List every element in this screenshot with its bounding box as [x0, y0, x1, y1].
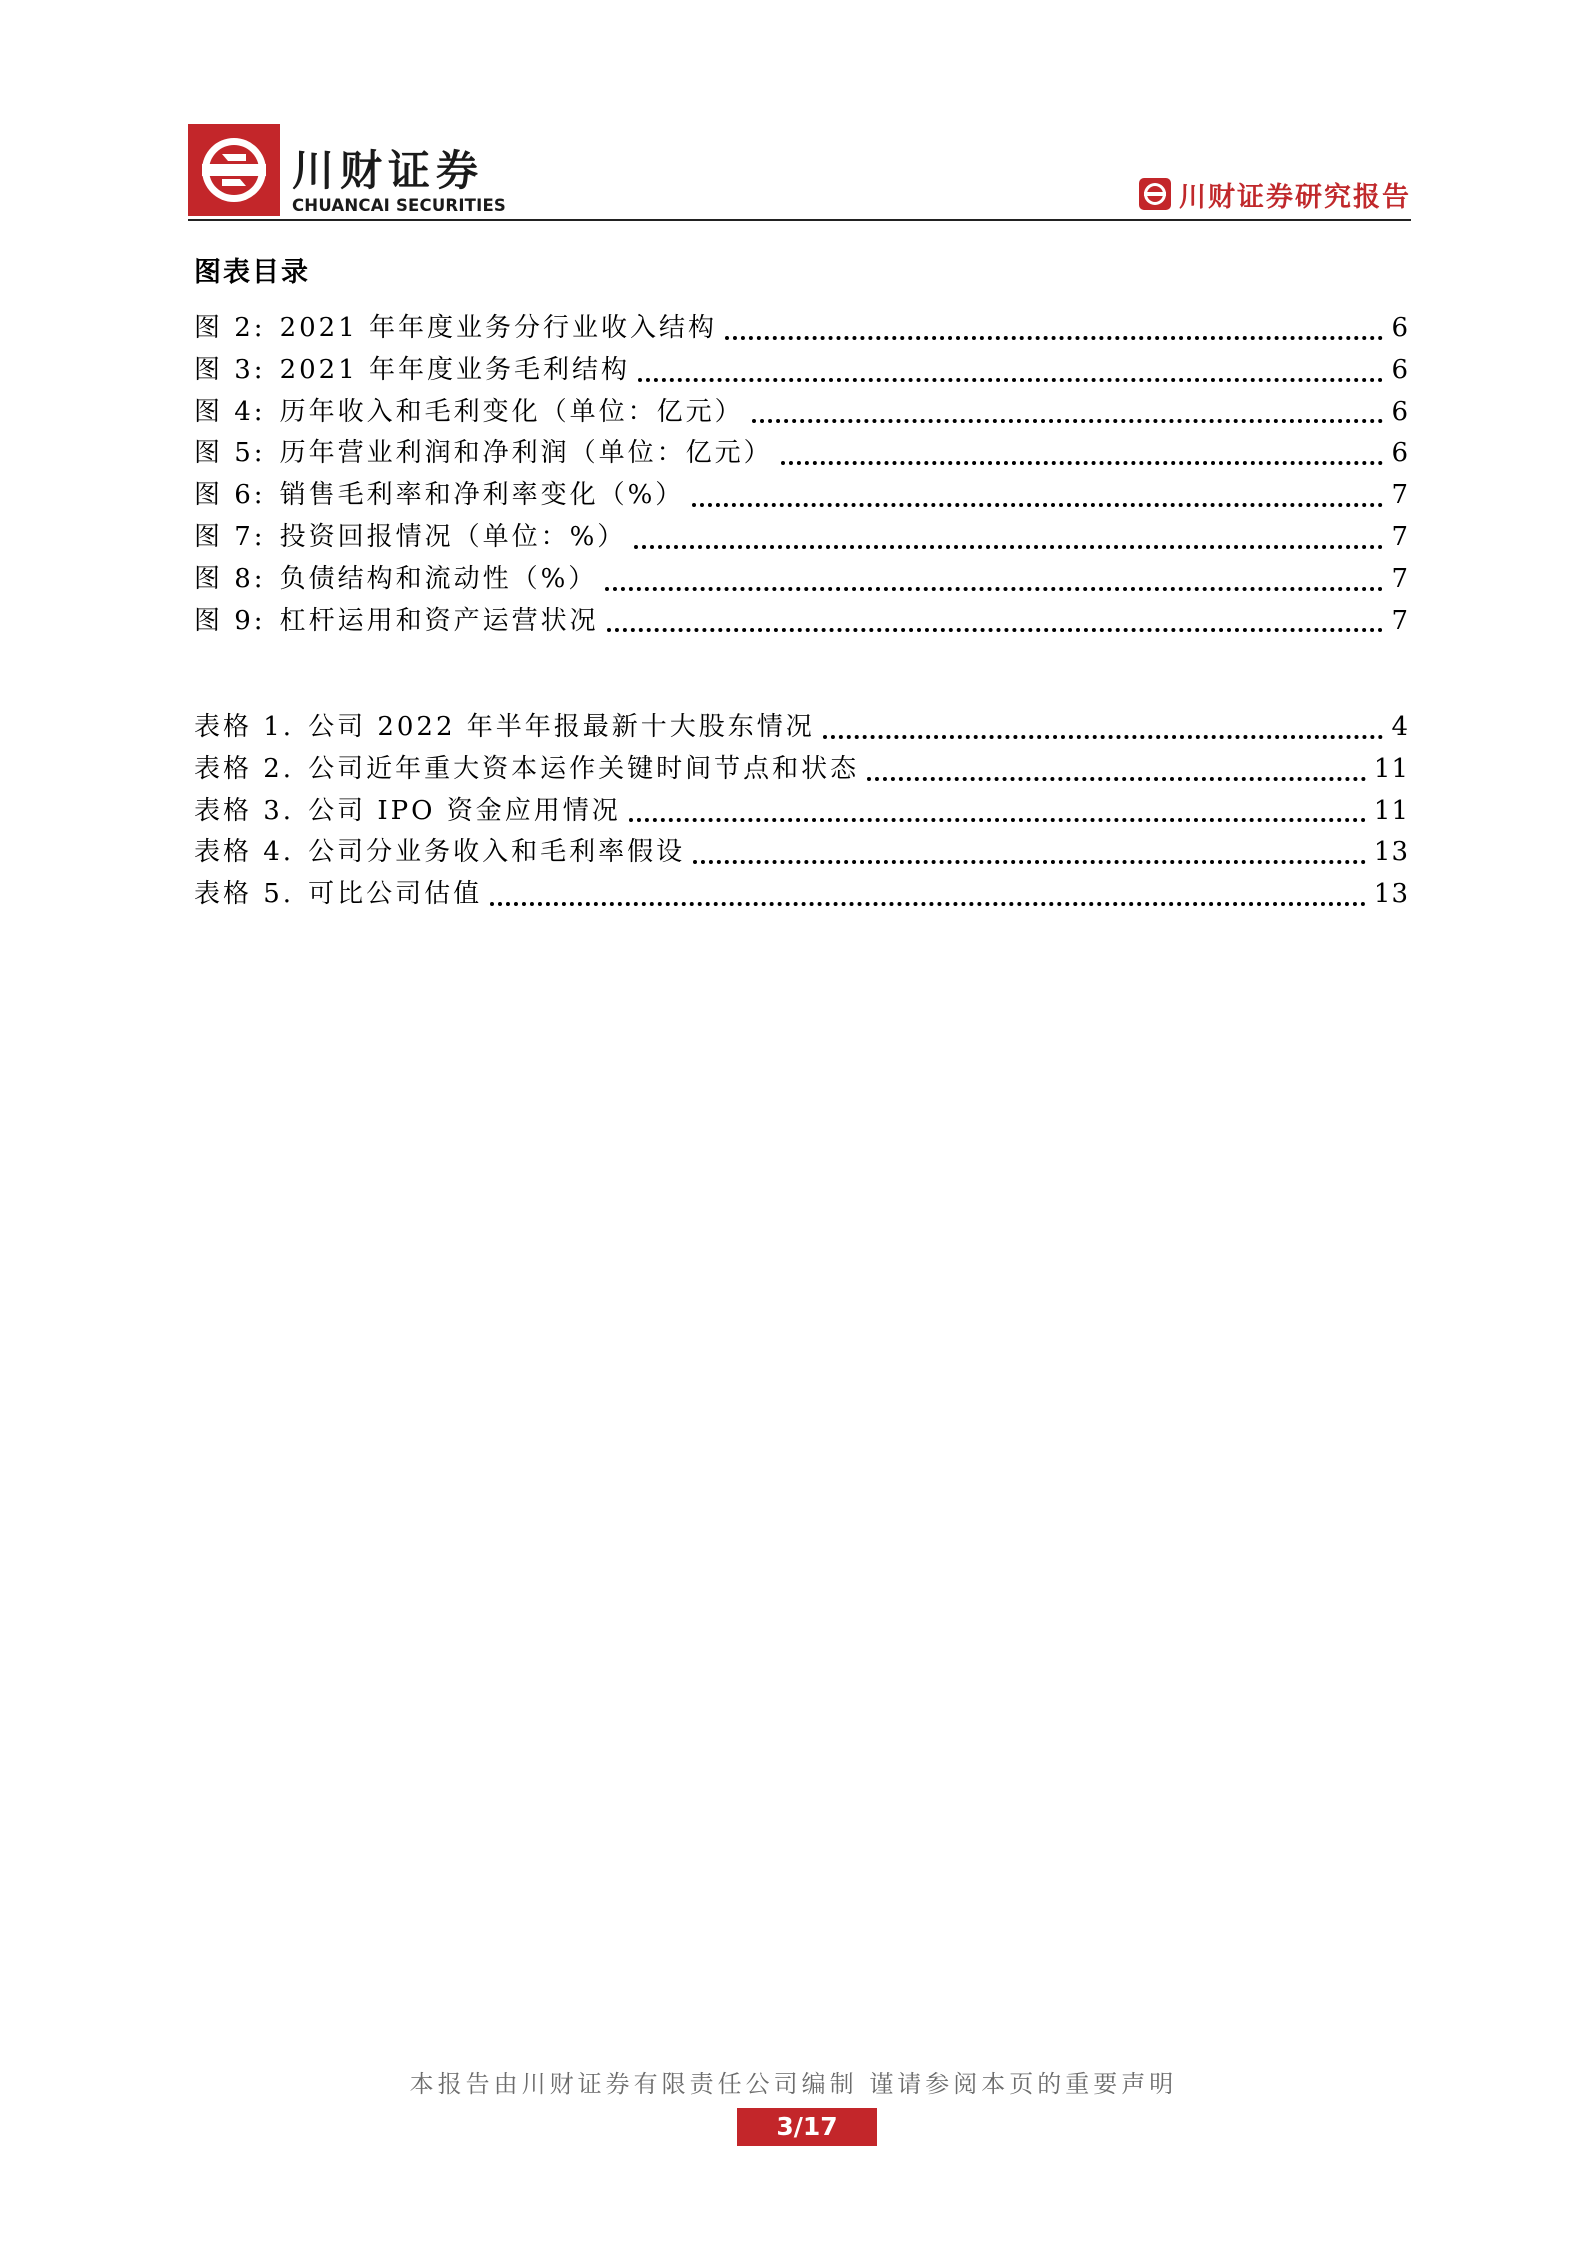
report-header-label [1139, 174, 1411, 214]
dot-leader [490, 902, 1366, 906]
toc-entry-table-1[interactable] [194, 706, 1409, 748]
toc-entry-table-5[interactable] [194, 873, 1409, 915]
entry-label: 图 5: [194, 438, 266, 469]
entry-page: 6 [1391, 396, 1409, 427]
entry-title: 历年收入和毛利变化（单位：亿元） [279, 396, 744, 427]
company-logo [188, 124, 518, 220]
dot-leader [638, 378, 1383, 382]
toc-entry-table-4[interactable] [194, 831, 1409, 873]
entry-label: 图 2: [194, 313, 266, 343]
entry-label: 图 7: [194, 521, 266, 552]
entry-page: 6 [1391, 354, 1409, 385]
entry-page: 11 [1373, 753, 1409, 784]
dot-leader [629, 818, 1366, 822]
entry-title: 公司 IPO 资金应用情况 [308, 795, 621, 826]
toc-entry-figure-8[interactable] [194, 558, 1409, 600]
entry-label: 图 9: [194, 605, 266, 636]
entry-title: 销售毛利率和净利率变化（%） [279, 480, 685, 511]
entry-page: 7 [1391, 521, 1409, 552]
entry-title: 历年营业利润和净利润（单位：亿元） [279, 438, 773, 469]
entry-page: 11 [1373, 795, 1409, 826]
chuancai-logo-icon [188, 124, 280, 216]
dot-leader [693, 860, 1366, 864]
toc-entry-figure-3[interactable] [194, 349, 1409, 391]
toc-entry-figure-9[interactable] [194, 600, 1409, 642]
entry-title: 投资回报情况（单位：%） [279, 521, 627, 552]
table-list [194, 706, 1409, 915]
logo-chinese-name: 川财证券 [292, 146, 485, 195]
header-divider [188, 219, 1411, 221]
entry-page: 13 [1373, 879, 1409, 910]
dot-leader [607, 628, 1384, 632]
toc-entry-figure-4[interactable] [194, 391, 1409, 433]
toc-entry-table-3[interactable] [194, 790, 1409, 832]
dot-leader [725, 336, 1383, 340]
toc-title: 图表目录 [194, 257, 310, 288]
footer-disclaimer: 本报告由川财证券有限责任公司编制 谨请参阅本页的重要声明 [409, 2070, 1178, 2098]
dot-leader [634, 545, 1383, 549]
dot-leader [752, 419, 1384, 423]
entry-page: 6 [1391, 438, 1409, 469]
entry-title: 2021 年年度业务毛利结构 [279, 354, 631, 385]
dot-leader [605, 587, 1383, 591]
toc-entry-figure-6[interactable] [194, 474, 1409, 516]
entry-page: 7 [1391, 563, 1409, 594]
mini-logo-icon [1139, 178, 1171, 210]
entry-label: 表格 2. [194, 753, 295, 784]
entry-title: 负债结构和流动性（%） [279, 563, 598, 594]
entry-title: 2021 年年度业务分行业收入结构 [279, 313, 718, 343]
entry-title: 公司 2022 年半年报最新十大股东情况 [308, 712, 815, 742]
entry-label: 图 6: [194, 480, 266, 511]
entry-label: 图 3: [194, 354, 266, 385]
figure-list [194, 307, 1409, 641]
entry-title: 公司分业务收入和毛利率假设 [308, 837, 686, 868]
entry-title: 杠杆运用和资产运营状况 [279, 605, 599, 636]
entry-label: 表格 3. [194, 795, 295, 826]
entry-page: 6 [1391, 313, 1409, 343]
entry-title: 公司近年重大资本运作关键时间节点和状态 [308, 753, 860, 784]
dot-leader [823, 735, 1384, 739]
entry-label: 表格 5. [194, 879, 295, 910]
entry-title: 可比公司估值 [308, 879, 483, 910]
page-number: 3/17 [737, 2108, 877, 2146]
dot-leader [781, 461, 1384, 465]
toc-entry-figure-2[interactable] [194, 307, 1409, 349]
toc-entry-figure-5[interactable] [194, 432, 1409, 474]
logo-english-name: CHUANCAI SECURITIES [292, 196, 507, 215]
entry-page: 7 [1391, 480, 1409, 511]
entry-page: 13 [1373, 837, 1409, 868]
entry-label: 图 8: [194, 563, 266, 594]
entry-page: 7 [1391, 605, 1409, 636]
dot-leader [867, 777, 1366, 781]
dot-leader [692, 503, 1383, 507]
toc-entry-table-2[interactable] [194, 748, 1409, 790]
entry-label: 表格 4. [194, 837, 295, 868]
entry-label: 图 4: [194, 396, 266, 427]
report-type-label: 川财证券研究报告 [1179, 181, 1411, 213]
entry-label: 表格 1. [194, 712, 295, 742]
entry-page: 4 [1391, 712, 1409, 742]
toc-entry-figure-7[interactable] [194, 516, 1409, 558]
